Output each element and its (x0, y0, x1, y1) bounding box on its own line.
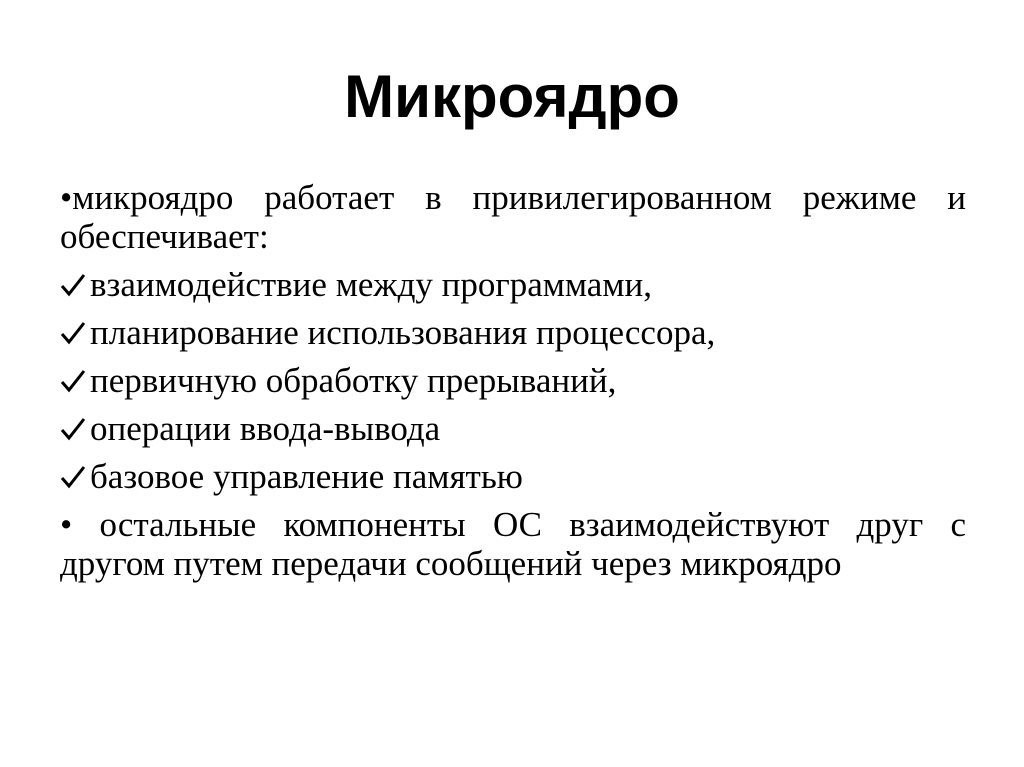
intro-bullet (60, 178, 966, 256)
checkmark-icon (60, 368, 86, 394)
slide-title: Микроядро (344, 63, 680, 130)
function-item (60, 313, 966, 352)
bullet-marker: • (60, 178, 73, 217)
closing-bullet (60, 505, 966, 583)
function-item (60, 457, 966, 496)
checkmark-icon (60, 464, 86, 490)
slide-body (60, 178, 966, 583)
function-item (60, 361, 966, 400)
function-item (60, 409, 966, 448)
checkmark-icon (60, 320, 86, 346)
checkmark-icon (60, 272, 86, 298)
intro-text: микроядро работает в привилегированном режиме и обеспечивает: (60, 178, 966, 256)
function-item-text: взаимодействие между программами, (90, 265, 652, 304)
function-item-text: планирование использования процессора, (90, 313, 716, 352)
function-item-text: операции ввода-вывода (90, 409, 441, 448)
function-item-text: базовое управление памятью (90, 457, 523, 496)
function-item (60, 265, 966, 304)
closing-text: остальные компоненты ОС взаимодействуют друг с другом путем передачи сообщений через микроядро (60, 505, 966, 583)
checkmark-icon (60, 416, 86, 442)
bullet-marker: • (60, 505, 100, 544)
function-item-text: первичную обработку прерываний, (90, 361, 617, 400)
